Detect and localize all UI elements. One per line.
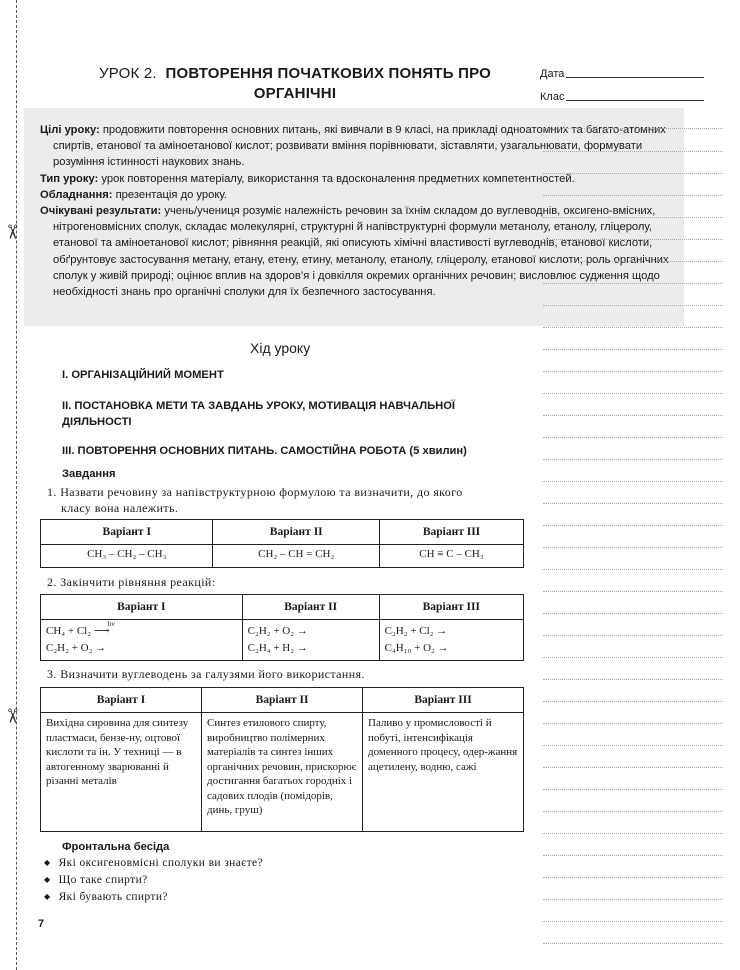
note-line xyxy=(543,635,723,636)
note-line xyxy=(543,283,723,284)
note-line xyxy=(543,128,723,129)
note-line xyxy=(543,415,723,416)
note-line xyxy=(543,569,723,570)
note-line xyxy=(543,657,723,658)
task1-table xyxy=(40,519,524,568)
cut-line xyxy=(16,0,17,970)
note-line xyxy=(543,349,723,350)
note-line xyxy=(543,393,723,394)
note-line xyxy=(543,459,723,460)
note-line xyxy=(543,547,723,548)
table-cell: CH ≡ C – CH₃ xyxy=(379,545,523,568)
class-field[interactable]: Клас xyxy=(540,91,710,103)
note-line xyxy=(543,723,723,724)
note-line xyxy=(543,679,723,680)
scissors-icon: ✂ xyxy=(0,707,23,725)
table-header: Варіант І xyxy=(41,595,243,620)
note-line xyxy=(543,151,723,152)
task2-table xyxy=(40,594,524,661)
list-item: ◆ Які бувають спирти? xyxy=(44,889,263,906)
section-goals: ІІ. ПОСТАНОВКА МЕТИ ТА ЗАВДАНЬ УРОКУ, МОТИВАЦІЯ НАВЧАЛЬНОЇ ДІЯЛЬНОСТІ xyxy=(62,400,456,428)
table-header: Варіант ІІ xyxy=(202,688,363,713)
question-list xyxy=(44,855,263,906)
lesson-number: УРОК 2. xyxy=(99,65,157,82)
conversation-title: Фронтальна бесіда xyxy=(62,841,170,853)
tasks-label: Завдання xyxy=(62,468,116,480)
page-number: 7 xyxy=(38,918,45,930)
aims-paragraph: Цілі уроку: продовжити повторення основних питань, які вивчали в 9 класі, на прикладі одноатомних та багато-атомних спиртів, етанової та аміноетанової кислот; розвивати вміння порівнювати, зіставляти, узагальнювати, формувати розуміння істинності наукових знань. xyxy=(40,124,666,169)
note-line xyxy=(543,437,723,438)
note-line xyxy=(543,789,723,790)
table-header: Варіант І xyxy=(41,688,202,713)
note-line xyxy=(543,195,723,196)
table-header: Варіант ІІ xyxy=(242,595,379,620)
note-line xyxy=(543,613,723,614)
note-line xyxy=(543,591,723,592)
table-cell: Вихідна сировина для синтезу пластмаси, бензе-ну, оцтової кислоти та ін. У техниці — в автогенному зварюванні й різанні металів xyxy=(41,713,202,832)
lesson-title: УРОК 2. ПОВТОРЕННЯ ПОЧАТКОВИХ ПОНЯТЬ ПРО ОРГАНІЧНІ xyxy=(99,65,491,102)
table-cell: C₂H₂ + Cl₂ → C₄H₁₀ + O₂ → xyxy=(379,620,523,661)
table-cell: Синтез етилового спирту, виробництво полімерних матеріалів та синтез інших органічних речовин, прискорює достигання багатьох городніх і садових плодів (помідорів, динь, груш) xyxy=(202,713,363,832)
note-line xyxy=(543,855,723,856)
table-cell: CH₂ – CH = CH₂ xyxy=(213,545,379,568)
date-field[interactable]: Дата xyxy=(540,68,710,80)
results-paragraph: Очікувані результати: учень/учениця розуміє належність речовин за їхнім складом до вуглеводнів, оксигено-вмісних, нітрогеновмісних сполук, складає молекулярні, структурні й напівструктурні формули метанолу, етанолу, гліцеролу, етанової та аміноетанової кислот; рівняння реакцій, які описують хімічні властивості вуглеводнів, етанової кислоти, обґрунтовує застосування метану, етану, етену, етину, метанолу, етанолу, гліцеролу, етанової кислоти; роль органічних сполук у живій природі; оцінює вплив на здоров’я і довкілля окремих органічних речовин; висловлює судження щодо необхідності знань про органічні сполуки для їх безпечного застосування. xyxy=(40,205,669,299)
note-line xyxy=(543,305,723,306)
note-line xyxy=(543,327,723,328)
task3-text: 3. Визначити вуглеводень за галузями його використання. xyxy=(47,667,365,681)
note-line xyxy=(543,217,723,218)
goals-text xyxy=(40,122,680,300)
table-cell: CH₄ + Cl₂ hv ⟶ C₂H₂ + O₂ → xyxy=(41,620,243,661)
note-line xyxy=(543,811,723,812)
table-header: Варіант ІІІ xyxy=(379,520,523,545)
table-header: Варіант ІІ xyxy=(213,520,379,545)
section-review: ІІІ. ПОВТОРЕННЯ ОСНОВНИХ ПИТАНЬ. САМОСТІЙНА РОБОТА (5 хвилин) xyxy=(62,445,467,457)
note-line xyxy=(543,371,723,372)
note-line xyxy=(543,481,723,482)
note-line xyxy=(543,767,723,768)
list-item: ◆ Що таке спирти? xyxy=(44,872,263,889)
table-cell: Паливо у промисловості й побуті, інтенсифікація доменного процесу, одер-жання ацетилену, водню, сажі xyxy=(363,713,524,832)
table-cell: CH₃ – CH₂ – CH₃ xyxy=(41,545,213,568)
task1-text: 1. Назвати речовину за напівструктурною формулою та визначити, до якого класу вона належить. xyxy=(47,485,463,515)
note-line xyxy=(543,525,723,526)
note-line xyxy=(543,899,723,900)
note-line xyxy=(543,943,723,944)
task2-text: 2. Закінчити рівняння реакцій: xyxy=(47,575,216,589)
task3-table xyxy=(40,687,524,832)
table-header: Варіант ІІІ xyxy=(363,688,524,713)
scissors-icon: ✂ xyxy=(0,223,23,241)
note-line xyxy=(543,833,723,834)
type-paragraph: Тип уроку: урок повторення матеріалу, використання та вдосконалення предметних компетентностей. xyxy=(40,172,575,185)
note-line xyxy=(543,877,723,878)
equipment-paragraph: Обладнання: презентація до уроку. xyxy=(40,188,227,201)
section-organizational: І. ОРГАНІЗАЦІЙНИЙ МОМЕНТ xyxy=(62,369,224,381)
table-header: Варіант ІІІ xyxy=(379,595,523,620)
list-item: ◆ Які оксигеновмісні сполуки ви знаєте? xyxy=(44,855,263,872)
note-line xyxy=(543,745,723,746)
note-line xyxy=(543,701,723,702)
note-line xyxy=(543,261,723,262)
table-cell: C₂H₂ + O₂ → C₂H₄ + H₂ → xyxy=(242,620,379,661)
course-title: Хід уроку xyxy=(250,340,311,356)
note-line xyxy=(543,173,723,174)
note-line xyxy=(543,239,723,240)
note-line xyxy=(543,921,723,922)
table-header: Варіант І xyxy=(41,520,213,545)
note-line xyxy=(543,503,723,504)
